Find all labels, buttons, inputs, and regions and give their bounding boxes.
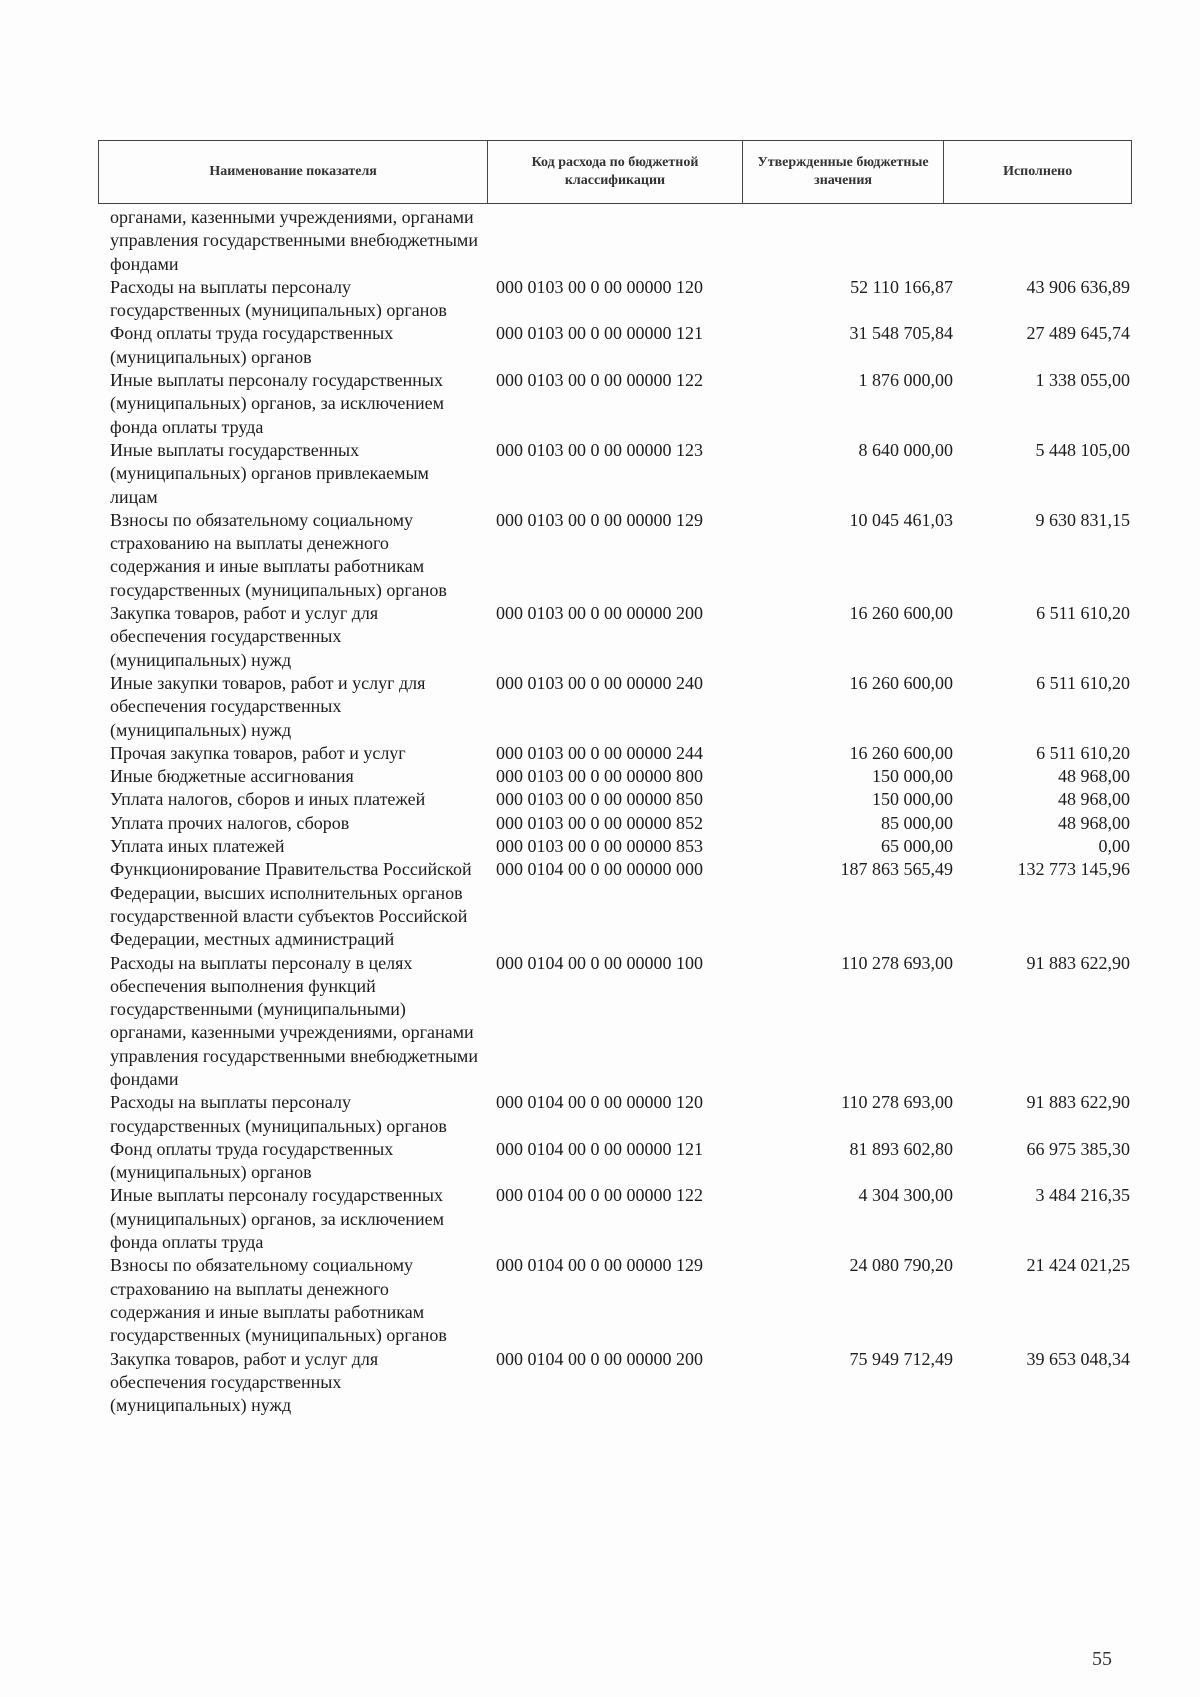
row-code: 000 0104 00 0 00 00000 200 [496, 1348, 703, 1369]
page-number: 55 [1092, 1648, 1112, 1670]
table-row [110, 439, 1132, 509]
row-approved: 1 876 000,00 [858, 370, 953, 391]
row-approved: 52 110 166,87 [850, 276, 953, 297]
row-approved: 8 640 000,00 [858, 439, 953, 460]
table-row [110, 812, 1132, 835]
row-executed: 91 883 622,90 [1026, 1092, 1130, 1113]
table-row [110, 858, 1132, 951]
row-approved: 110 278 693,00 [841, 952, 953, 973]
row-approved: 65 000,00 [881, 836, 953, 857]
row-name: Расходы на выплаты персоналу государственных (муниципальных) органов [110, 1092, 447, 1136]
row-code: 000 0103 00 0 00 00000 122 [496, 370, 703, 391]
row-executed: 48 968,00 [1058, 789, 1130, 810]
row-approved: 10 045 461,03 [849, 509, 953, 530]
row-code: 000 0103 00 0 00 00000 240 [496, 672, 703, 693]
table-row [110, 742, 1132, 765]
row-code: 000 0103 00 0 00 00000 200 [496, 603, 703, 624]
row-code: 000 0103 00 0 00 00000 244 [496, 742, 703, 763]
row-executed: 91 883 622,90 [1026, 952, 1130, 973]
table-row [110, 322, 1132, 369]
row-approved: 150 000,00 [872, 766, 953, 787]
row-executed: 132 773 145,96 [1017, 859, 1130, 880]
header-executed: Исполнено [1003, 164, 1073, 179]
row-approved: 4 304 300,00 [858, 1185, 953, 1206]
row-executed: 6 511 610,20 [1036, 672, 1130, 693]
table-row [110, 369, 1132, 439]
row-code: 000 0103 00 0 00 00000 129 [496, 509, 703, 530]
row-executed: 39 653 048,34 [1026, 1348, 1130, 1369]
row-name: Закупка товаров, работ и услуг для обеспечения государственных (муниципальных) нужд [110, 1348, 379, 1416]
table-row [110, 1184, 1132, 1254]
row-code: 000 0104 00 0 00 00000 120 [496, 1092, 703, 1113]
table-row [110, 602, 1132, 672]
row-executed [955, 206, 1132, 276]
table-row [110, 1254, 1132, 1347]
row-approved: 187 863 565,49 [840, 859, 953, 880]
row-code: 000 0103 00 0 00 00000 123 [496, 439, 703, 460]
row-executed: 66 975 385,30 [1026, 1138, 1130, 1159]
row-name: Взносы по обязательному социальному страхованию на выплаты денежного содержания и иные выплаты работникам государственных (муниципальных) органов [110, 1255, 447, 1346]
row-approved: 81 893 602,80 [849, 1138, 953, 1159]
row-name: Функционирование Правительства Российской Федерации, высших исполнительных органов государственной власти субъектов Российской Федерации, местных администраций [110, 859, 472, 950]
table-row [110, 765, 1132, 788]
row-name: Фонд оплаты труда государственных (муниципальных) органов [110, 1138, 394, 1183]
row-code: 000 0103 00 0 00 00000 853 [496, 836, 703, 857]
row-executed: 0,00 [1098, 836, 1130, 857]
row-name: Иные бюджетные ассигнования [110, 766, 354, 787]
row-code [488, 206, 743, 276]
row-name: Иные закупки товаров, работ и услуг для обеспечения государственных (муниципальных) нужд [110, 672, 426, 740]
header-code: Код расхода по бюджетной классификации [488, 141, 743, 203]
row-approved: 16 260 600,00 [849, 603, 953, 624]
table-row [110, 788, 1132, 811]
row-name: Прочая закупка товаров, работ и услуг [110, 742, 406, 763]
table-row [110, 952, 1132, 1092]
row-executed: 48 968,00 [1058, 812, 1130, 833]
row-name: Иные выплаты персоналу государственных (муниципальных) органов, за исключением фонда оплаты труда [110, 1185, 445, 1253]
table-row [110, 206, 1132, 276]
row-approved: 16 260 600,00 [849, 742, 953, 763]
table-row [110, 672, 1132, 742]
row-code: 000 0104 00 0 00 00000 122 [496, 1185, 703, 1206]
row-executed: 3 484 216,35 [1035, 1185, 1130, 1206]
row-approved: 75 949 712,49 [849, 1348, 953, 1369]
row-approved: 31 548 705,84 [849, 323, 953, 344]
row-approved: 110 278 693,00 [841, 1092, 953, 1113]
row-code: 000 0103 00 0 00 00000 852 [496, 812, 703, 833]
header-name: Наименование показателя [99, 141, 488, 203]
row-executed: 43 906 636,89 [1026, 276, 1130, 297]
row-approved: 150 000,00 [872, 789, 953, 810]
row-executed: 5 448 105,00 [1035, 439, 1130, 460]
table-header [98, 140, 1132, 204]
row-name: Расходы на выплаты персоналу в целях обеспечения выполнения функций государственными (муниципальными) органами, казенными учреждениями, органами управления государственными внебюджетными фондами [110, 952, 478, 1089]
row-executed: 9 630 831,15 [1035, 509, 1130, 530]
row-name: Расходы на выплаты персоналу государственных (муниципальных) органов [110, 276, 447, 321]
table-body [110, 206, 1132, 1417]
row-code: 000 0104 00 0 00 00000 100 [496, 952, 703, 973]
row-executed: 6 511 610,20 [1036, 742, 1130, 763]
row-name: Иные выплаты государственных (муниципальных) органов привлекаемым лицам [110, 439, 429, 507]
row-name: Уплата иных платежей [110, 836, 285, 857]
row-approved: 16 260 600,00 [849, 672, 953, 693]
row-code: 000 0103 00 0 00 00000 850 [496, 789, 703, 810]
row-name: Уплата прочих налогов, сборов [110, 812, 350, 833]
row-code: 000 0104 00 0 00 00000 121 [496, 1138, 703, 1159]
row-name: Взносы по обязательному социальному страхованию на выплаты денежного содержания и иные выплаты работникам государственных (муниципальных) органов [110, 509, 447, 600]
table-row [110, 835, 1132, 858]
table-row [110, 1138, 1132, 1185]
row-name: Закупка товаров, работ и услуг для обеспечения государственных (муниципальных) нужд [110, 603, 379, 670]
row-name: органами, казенными учреждениями, органами управления государственными внебюджетными фондами [110, 207, 478, 274]
row-name: Иные выплаты персоналу государственных (муниципальных) органов, за исключением фонда оплаты труда [110, 370, 445, 437]
row-code: 000 0104 00 0 00 00000 129 [496, 1255, 703, 1276]
row-executed: 21 424 021,25 [1026, 1255, 1130, 1276]
row-name: Уплата налогов, сборов и иных платежей [110, 789, 426, 810]
row-code: 000 0103 00 0 00 00000 800 [496, 766, 703, 787]
header-approved: Утвержденные бюджетные значения [743, 141, 945, 203]
row-approved: 85 000,00 [881, 812, 953, 833]
table-row [110, 276, 1132, 323]
table-row [110, 1348, 1132, 1418]
table-row [110, 509, 1132, 602]
row-executed: 6 511 610,20 [1036, 603, 1130, 624]
row-code: 000 0103 00 0 00 00000 120 [496, 276, 703, 297]
row-code: 000 0103 00 0 00 00000 121 [496, 323, 703, 344]
row-executed: 1 338 055,00 [1035, 370, 1130, 391]
row-approved [743, 206, 955, 276]
table-row [110, 1091, 1132, 1138]
row-executed: 48 968,00 [1058, 766, 1130, 787]
row-approved: 24 080 790,20 [849, 1255, 953, 1276]
row-name: Фонд оплаты труда государственных (муниципальных) органов [110, 323, 394, 367]
row-executed: 27 489 645,74 [1026, 323, 1130, 344]
row-code: 000 0104 00 0 00 00000 000 [496, 859, 703, 880]
